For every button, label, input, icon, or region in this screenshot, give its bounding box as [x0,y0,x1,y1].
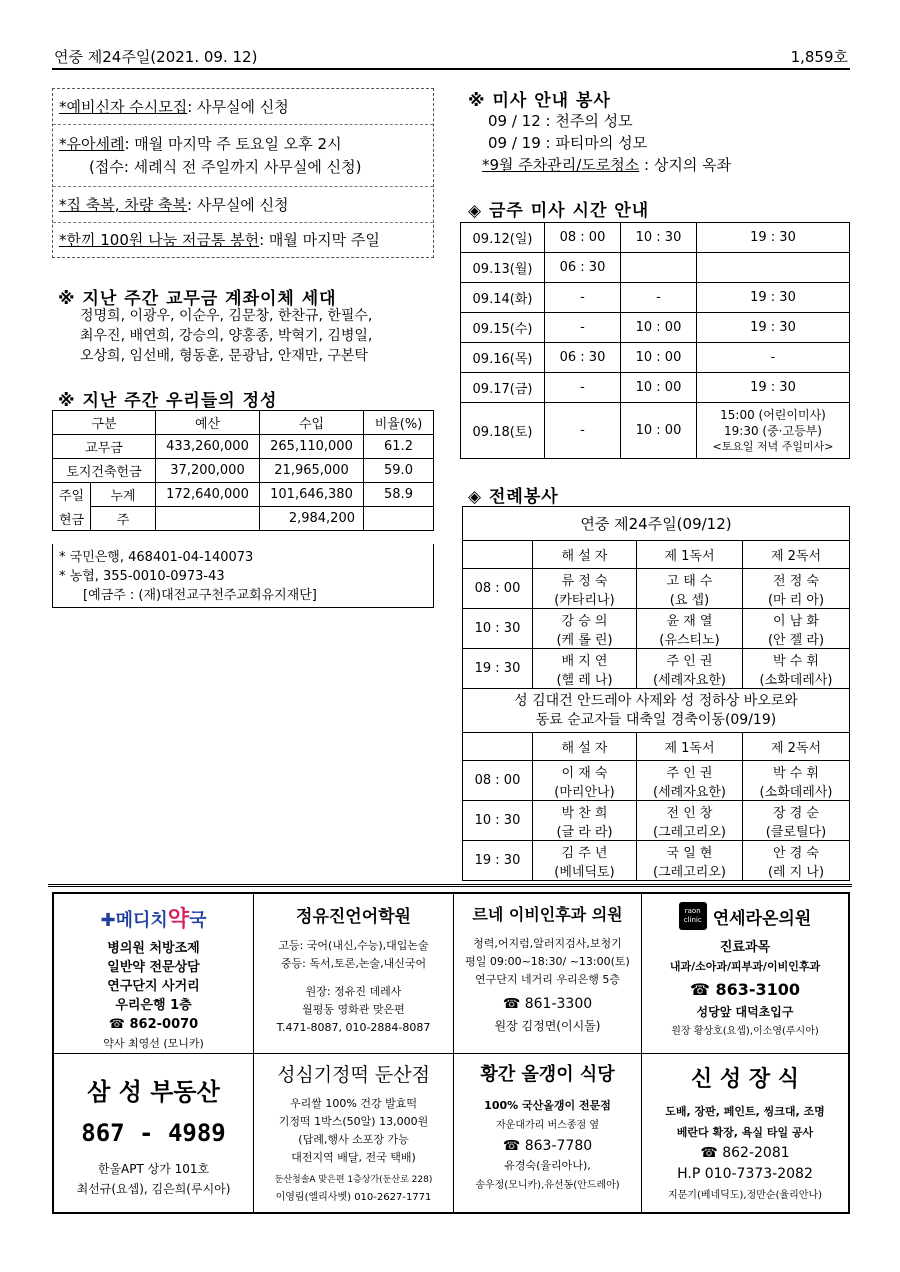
table-cell: 10 : 00 [621,343,697,373]
table-cell: - [545,403,621,459]
table-cell: 15:00 (어린이미사) 19:30 (중·고등부) <토요일 저녁 주일미사> [697,403,850,459]
table-row [461,343,850,373]
table-cell: 배 지 연 (헬 레 나) [533,649,637,689]
mass-service-title: ※ 미사 안내 봉사 [468,91,611,111]
table-cell: 21,965,000 [260,459,364,483]
table-cell: 2,984,200 [260,507,364,531]
ad-raon-clinic: raon clinic 연세라온의원 진료과목 내과/소아과/피부과/이비인후과 ☎ 863-3100 성당앞 대덕초입구 원장 황상호(요셉),이소영(루시아) [642,894,848,1054]
table-row [463,801,850,841]
table-row [463,507,850,541]
table-cell: 10 : 00 [621,313,697,343]
table-cell: 265,110,000 [260,435,364,459]
table-cell: 09.12(일) [461,223,545,253]
table-cell: 59.0 [364,459,434,483]
table-cell: 수입 [260,411,364,435]
table-row [53,435,434,459]
table-cell: 제 2독서 [743,733,850,761]
table-cell [364,507,434,531]
table-cell: - [697,343,850,373]
table-cell: 박 찬 희 (글 라 라) [533,801,637,841]
table-cell: 박 수 휘 (소화데레사) [743,761,850,801]
table-cell: 해 설 자 [533,541,637,569]
notice-item: *예비신자 수시모집: 사무실에 신청 [53,89,433,125]
ads-grid [52,892,850,1214]
table-cell: 교무금 [53,435,156,459]
table-cell: 08 : 00 [545,223,621,253]
table-cell: 류 정 숙 (카타리나) [533,569,637,609]
bulletin-header [52,46,850,70]
table-cell: 강 승 의 (케 롤 린) [533,609,637,649]
table-row [461,223,850,253]
cross-icon: ✚ [100,910,116,931]
ad-restaurant: 황간 올갱이 식당 100% 국산올갱이 전문점 자운대가리 버스종점 옆 ☎ 863-7780 유경숙(율리아나), 송우정(모니카),유선동(안드레아) [454,1054,642,1212]
table-cell: 안 경 숙 (레 지 나) [743,841,850,881]
table-cell [621,253,697,283]
transfer-title: ※ 지난 주간 교무금 계좌이체 세대 [58,289,337,309]
table-cell: 09.16(목) [461,343,545,373]
table-row [463,649,850,689]
table-cell: 61.2 [364,435,434,459]
table-cell: 10 : 30 [463,609,533,649]
table-cell: 06 : 30 [545,253,621,283]
table-cell: 09.17(금) [461,373,545,403]
mass-service-list: 09 / 12 : 천주의 성모 09 / 19 : 파티마의 성모 *9월 주차관리/도로청소 : 상지의 옥좌 [482,112,732,174]
bank-accounts: * 국민은행, 468401-04-140073 * 농협, 355-0010-0973-43 [예금주 : (재)대전교구천주교회유지재단] [52,544,434,608]
table-cell: 김 주 년 (베네딕토) [533,841,637,881]
mass-times-table [460,222,850,459]
table-row [461,253,850,283]
section-divider [48,884,852,887]
table-cell: 성 김대건 안드레아 사제와 성 정하상 바오로와 동료 순교자들 대축일 경축이동(09/19) [463,689,850,733]
notice-item: *집 축복, 차량 축복: 사무실에 신청 [53,187,433,223]
table-row [53,459,434,483]
table-cell: 박 수 휘 (소화데레사) [743,649,850,689]
table-cell: 10 : 30 [463,801,533,841]
table-cell: 09.13(월) [461,253,545,283]
table-cell: 전 인 창 (그레고리오) [637,801,743,841]
table-cell: 08 : 00 [463,569,533,609]
table-row [461,313,850,343]
table-row [463,841,850,881]
table-row [461,403,850,459]
offering-table [52,410,434,531]
ad-realty: 삼 성 부동산 867 - 4989 한울APT 상가 101호 최선규(요셉), 김은희(루시아) [54,1054,254,1212]
offering-title: ※ 지난 주간 우리들의 정성 [58,391,278,411]
table-cell: 37,200,000 [156,459,260,483]
table-cell: 비율(%) [364,411,434,435]
table-cell [697,253,850,283]
table-cell: 433,260,000 [156,435,260,459]
table-cell: 08 : 00 [463,761,533,801]
table-cell: 장 경 순 (클로틸다) [743,801,850,841]
table-cell: 19 : 30 [697,223,850,253]
table-cell: 윤 재 열 (유스티노) [637,609,743,649]
table-cell: 구분 [53,411,156,435]
table-cell: 주일 [53,483,91,507]
table-row [53,507,434,531]
table-cell: 주 인 권 (세례자요한) [637,649,743,689]
ad-interior: 신 성 장 식 도배, 장판, 페인트, 씽크대, 조명 베란다 확장, 욕실 타일 공사 ☎ 862-2081 H.P 010-7373-2082 지문기(베네딕도),정만순(율리안나) [665,1067,825,1201]
table-cell: 19 : 30 [463,649,533,689]
table-cell: 19 : 30 [697,283,850,313]
notice-item: *유아세례: 매월 마지막 주 토요일 오후 2시 (접수: 세례식 전 주일까지 사무실에 신청) [53,125,433,187]
table-cell: 국 일 현 (그레고리오) [637,841,743,881]
table-row [461,373,850,403]
table-cell: 10 : 30 [621,223,697,253]
table-cell: 58.9 [364,483,434,507]
table-cell: 토지건축헌금 [53,459,156,483]
table-row [463,569,850,609]
table-cell: 09.14(화) [461,283,545,313]
issue-date: 연중 제24주일(2021. 09. 12) [54,48,258,66]
notices-box [52,88,434,258]
table-cell: 예산 [156,411,260,435]
table-cell: 10 : 00 [621,403,697,459]
table-cell: 09.15(수) [461,313,545,343]
ad-pharmacy: ✚메디치약국 병의원 처방조제 일반약 전문상담 연구단지 사거리 우리은행 1층 ☎ 862-0070 약사 최영선 (모니카) [54,894,254,1054]
transfer-names: 정명희, 이광우, 이순우, 김문창, 한찬규, 한필수, 최우진, 배연희, 강승의, 양홍종, 박혁기, 김병일, 오상희, 임선배, 형동훈, 문광남, 안재만, 구본탁 [80,308,373,364]
table-cell: 제 1독서 [637,733,743,761]
mass-times-title: ◈ 금주 미사 시간 안내 [468,201,650,221]
table-row [463,733,850,761]
table-cell: 19 : 30 [697,373,850,403]
ad-rice-cake: 성심기정떡 둔산점 우리쌀 100% 건강 발효떡 기정떡 1박스(50알) 13,000원 (답례,행사 소포장 가능 대전지역 배달, 전국 택배) 둔산청솔A 맞은편 1층상가(둔산로 228) 이영림(엘리사벳) 010-2627-1771 [254,1054,454,1212]
table-cell: 누계 [91,483,156,507]
table-cell: 주 [91,507,156,531]
table-cell: 주 인 권 (세례자요한) [637,761,743,801]
table-cell: 고 태 수 (요 셉) [637,569,743,609]
table-row [463,689,850,733]
table-row [463,541,850,569]
ad-academy: 정유진언어학원 고등: 국어(내신,수능),대입논술 중등: 독서,토론,논술,내신국어 원장: 정유진 데레사 월평동 영화관 맞은편 T.471-8087, 010-2884-8087 [254,894,454,1054]
table-row [461,283,850,313]
table-cell: 10 : 00 [621,373,697,403]
table-row [463,609,850,649]
table-cell: 이 재 숙 (마리안나) [533,761,637,801]
table-cell [156,507,260,531]
table-cell: - [545,313,621,343]
table-cell: 연중 제24주일(09/12) [463,507,850,541]
table-cell: 19 : 30 [463,841,533,881]
raon-logo-icon: raon clinic [679,902,707,930]
table-cell: 19 : 30 [697,313,850,343]
table-row [53,411,434,435]
table-cell: 전 정 숙 (마 리 아) [743,569,850,609]
table-row [53,483,434,507]
table-cell: 172,640,000 [156,483,260,507]
liturgy-title: ◈ 전례봉사 [468,487,559,507]
table-cell: 제 1독서 [637,541,743,569]
table-cell: 해 설 자 [533,733,637,761]
table-cell [463,541,533,569]
liturgy-table [462,506,850,881]
notice-item: *한끼 100원 나눔 저금통 봉헌: 매월 마지막 주일 [59,231,380,249]
table-cell: - [545,283,621,313]
table-row [463,761,850,801]
table-cell: 09.18(토) [461,403,545,459]
table-cell: 현금 [53,507,91,531]
issue-number: 1,859호 [790,48,848,66]
table-cell [463,733,533,761]
table-cell: 제 2독서 [743,541,850,569]
table-cell: 101,646,380 [260,483,364,507]
table-cell: - [545,373,621,403]
ad-ent-clinic: 르네 이비인후과 의원 청력,어지럼,알러지검사,보청기 평일 09:00~18:30/ ~13:00(토) 연구단지 네거리 우리은행 5층 ☎ 861-3300 원장 김정면(이시돌) [454,894,642,1054]
table-cell: 이 남 화 (안 젤 라) [743,609,850,649]
table-cell: 06 : 30 [545,343,621,373]
table-cell: - [621,283,697,313]
